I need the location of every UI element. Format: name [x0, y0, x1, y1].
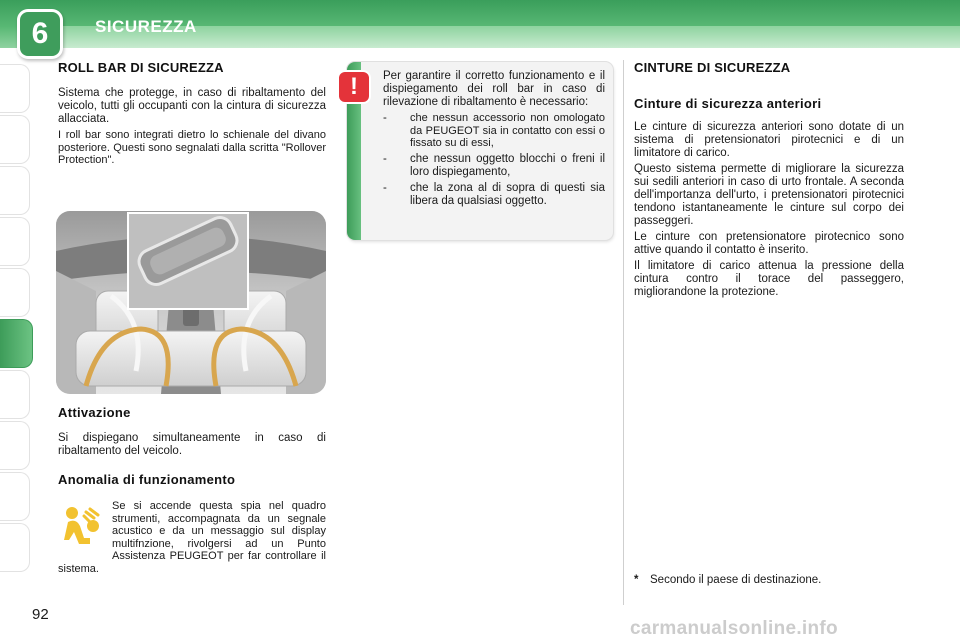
chapter-tab-3[interactable]	[0, 166, 30, 215]
rollbar-car-interior-image	[56, 211, 326, 394]
chapter-tab-8[interactable]	[0, 421, 30, 470]
footnote-mark: *	[634, 574, 639, 586]
warning-item-2	[383, 153, 605, 179]
chapter-tab-5[interactable]	[0, 268, 30, 317]
anomalia-section	[58, 472, 326, 487]
attivazione-title: Attivazione	[58, 405, 131, 420]
chapter-title: SICUREZZA	[95, 17, 197, 36]
chapter-tab-6-active[interactable]	[0, 319, 33, 368]
chapter-tab-2[interactable]	[0, 115, 30, 164]
attivazione-section	[58, 405, 326, 458]
rollbar-section	[58, 60, 326, 167]
chapter-tab-4[interactable]	[0, 217, 30, 266]
exclamation-warning-icon: !	[339, 72, 369, 102]
warning-item-text: che la zona al di sopra di questi sia libera da qualsiasi oggetto.	[410, 181, 605, 207]
page-number: 92	[32, 606, 49, 623]
rollbar-location-text: I roll bar sono integrati dietro lo schienale del divano posteriore. Questi sono segnalati dalla scritta "Rollover Protection".	[58, 129, 326, 166]
warning-item-text: che nessun accessorio non omologato da PEUGEOT sia in contatto con essi o fissato su di essi,	[410, 112, 605, 149]
airbag-warning-icon	[60, 504, 102, 550]
footnote-text: Secondo il paese di destinazione.	[650, 574, 822, 586]
footnote	[634, 574, 821, 586]
cinture-paragraph-3: Le cinture con pretensionatore pirotecnico sono attive quando il contatto è inserito.	[634, 231, 904, 256]
chapter-tab-7[interactable]	[0, 370, 30, 419]
list-dash: -	[383, 152, 387, 165]
cinture-anteriori-title: Cinture di sicurezza anteriori	[634, 96, 822, 111]
chapter-badge: 6	[20, 12, 60, 56]
list-dash: -	[383, 181, 387, 194]
cinture-title: CINTURE DI SICUREZZA	[634, 60, 791, 75]
warning-box	[347, 62, 613, 240]
cinture-paragraph-2: Questo sistema permette di migliorare la sicurezza sui sedili anteriori in caso di urto frontale. A seconda dell'importanza dell'urto, i pretensionatori pirotecnici tendono istantaneamente le cinture sul corpo dei passeggeri.	[634, 163, 904, 227]
rollbar-description: Sistema che protegge, in caso di ribaltamento del veicolo, tutti gli occupanti con la cintura di sicurezza allacciata.	[58, 87, 326, 125]
warning-item-text: che nessun oggetto blocchi o freni il loro dispiegamento,	[410, 152, 605, 178]
warning-item-3	[383, 182, 605, 208]
chapter-tab-9[interactable]	[0, 472, 30, 521]
cinture-paragraph-4: Il limitatore di carico attenua la pressione della cintura contro il torace del passeggero, migliorandone la protezione.	[634, 260, 904, 298]
chapter-tab-1[interactable]	[0, 64, 30, 113]
anomalia-title: Anomalia di funzionamento	[58, 472, 236, 487]
warning-content	[383, 70, 605, 208]
warning-intro: Per garantire il corretto funzionamento e il dispiegamento dei roll bar in caso di rilevazione di ribaltamento è necessario:	[383, 70, 605, 108]
warning-item-1	[383, 112, 605, 150]
watermark: carmanualsonline.info	[630, 618, 838, 639]
anomalia-block	[58, 500, 326, 575]
attivazione-text: Si dispiegano simultaneamente in caso di ribaltamento del veicolo.	[58, 432, 326, 457]
cinture-paragraph-1: Le cinture di sicurezza anteriori sono dotate di un sistema di pretensionatori pirotecnici e di un limitatore di carico.	[634, 121, 904, 159]
rollbar-illustration	[56, 211, 326, 394]
chapter-tab-10[interactable]	[0, 523, 30, 572]
list-dash: -	[383, 112, 387, 124]
rollbar-title: ROLL BAR DI SICUREZZA	[58, 60, 224, 75]
column-divider	[623, 60, 624, 605]
anomalia-text: Se si accende questa spia nel quadro strumenti, accompagnata da un segnale acustico e da un messaggio sul display multifnzione, rivolgersi ad un Punto Assistenza PEUGEOT per far controllare il sistema.	[58, 500, 326, 575]
cinture-section	[634, 60, 904, 299]
